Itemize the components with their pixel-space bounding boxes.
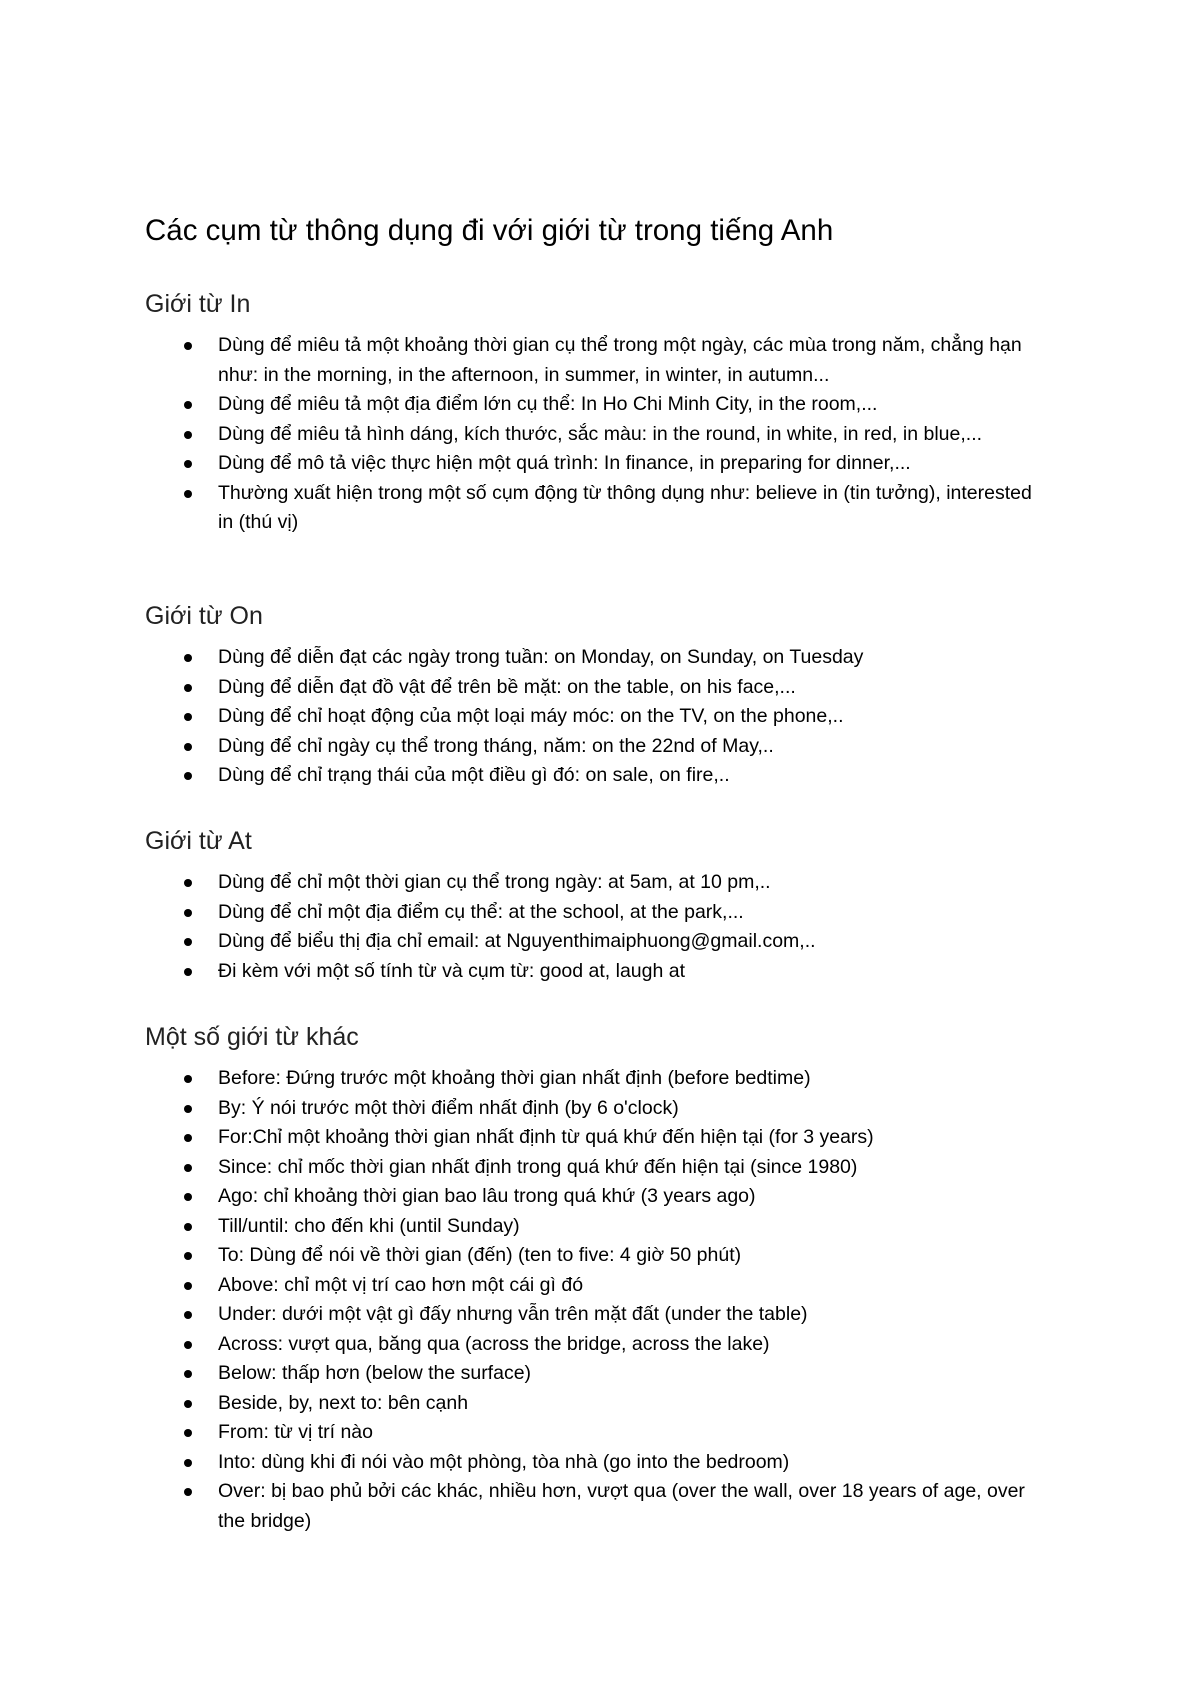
bullet-dot-icon [184, 342, 192, 350]
bullet-list-in [145, 331, 1045, 538]
bullet-dot-icon [184, 401, 192, 409]
list-item-text: Dùng để biểu thị địa chỉ email: at Nguyenthimaiphuong@gmail.com,.. [218, 930, 816, 952]
list-item [145, 1330, 1045, 1360]
list-item-text: Below: thấp hơn (below the surface) [218, 1362, 532, 1384]
list-item [145, 479, 1045, 538]
list-item-text: Till/until: cho đến khi (until Sunday) [218, 1214, 520, 1237]
bullet-dot-icon [184, 654, 192, 662]
list-item-text: Dùng để miêu tả một địa điểm lớn cụ thể: In Ho Chi Minh City, in the room,... [218, 393, 878, 415]
list-item-text: Dùng để chỉ ngày cụ thể trong tháng, năm: on the 22nd of May,.. [218, 734, 774, 757]
list-item [145, 643, 1045, 673]
list-item [145, 702, 1045, 732]
bullet-list-at [145, 868, 1045, 986]
list-item-text: Dùng để chỉ trạng thái của một điều gì đó: on sale, on fire,.. [218, 764, 730, 786]
list-item [145, 1300, 1045, 1330]
list-item-text: Beside, by, next to: bên cạnh [218, 1391, 469, 1414]
list-item-text: Dùng để chỉ một thời gian cụ thể trong ngày: at 5am, at 10 pm,.. [218, 871, 771, 893]
list-item [145, 390, 1045, 420]
bullet-dot-icon [184, 1252, 192, 1260]
bullet-list-on [145, 643, 1045, 791]
list-item-text: Dùng để diễn đạt đồ vật để trên bề mặt: on the table, on his face,... [218, 675, 796, 698]
bullet-dot-icon [184, 1400, 192, 1408]
bullet-dot-icon [184, 938, 192, 946]
bullet-dot-icon [184, 490, 192, 498]
bullet-dot-icon [184, 684, 192, 692]
list-item-text: Across: vượt qua, băng qua (across the bridge, across the lake) [218, 1332, 770, 1355]
list-item [145, 331, 1045, 390]
list-item-text: Under: dưới một vật gì đấy nhưng vẫn trên mặt đất (under the table) [218, 1303, 808, 1325]
list-item [145, 732, 1045, 762]
list-item-text: Ago: chỉ khoảng thời gian bao lâu trong quá khứ (3 years ago) [218, 1185, 756, 1207]
list-item-text: Above: chỉ một vị trí cao hơn một cái gì đó [218, 1273, 584, 1296]
section-heading-in: Giới từ In [145, 290, 251, 318]
bullet-dot-icon [184, 1223, 192, 1231]
list-item [145, 927, 1045, 957]
list-item [145, 1271, 1045, 1301]
list-item [145, 1153, 1045, 1183]
list-item-text: Before: Đứng trước một khoảng thời gian nhất định (before bedtime) [218, 1067, 811, 1089]
list-item [145, 1212, 1045, 1242]
list-item-text: Thường xuất hiện trong một số cụm động từ thông dụng như: believe in (tin tưởng), interested in (thú vị) [218, 481, 1032, 533]
section-heading-on: Giới từ On [145, 602, 263, 630]
bullet-dot-icon [184, 743, 192, 751]
list-item [145, 1123, 1045, 1153]
list-item-text: Dùng để miêu tả hình dáng, kích thước, sắc màu: in the round, in white, in red, in blue,... [218, 422, 983, 445]
list-item-text: Since: chỉ mốc thời gian nhất định trong quá khứ đến hiện tại (since 1980) [218, 1155, 858, 1178]
list-item-text: Đi kèm với một số tính từ và cụm từ: good at, laugh at [218, 959, 686, 982]
list-item-text: From: từ vị trí nào [218, 1421, 374, 1443]
bullet-dot-icon [184, 1429, 192, 1437]
bullet-dot-icon [184, 1193, 192, 1201]
bullet-dot-icon [184, 968, 192, 976]
page-title: Các cụm từ thông dụng đi với giới từ trong tiếng Anh [145, 214, 834, 247]
list-item-text: Dùng để chỉ một địa điểm cụ thể: at the school, at the park,... [218, 900, 744, 923]
list-item [145, 1448, 1045, 1478]
bullet-dot-icon [184, 1105, 192, 1113]
list-item [145, 1064, 1045, 1094]
list-item [145, 673, 1045, 703]
list-item [145, 1477, 1045, 1536]
list-item-text: Into: dùng khi đi nói vào một phòng, tòa nhà (go into the bedroom) [218, 1450, 790, 1473]
list-item [145, 449, 1045, 479]
list-item-text: Dùng để miêu tả một khoảng thời gian cụ thể trong một ngày, các mùa trong năm, chẳng hạn như: in the morning, in the afternoon, in summer, in winter, in autumn... [218, 334, 1022, 386]
section-heading-other: Một số giới từ khác [145, 1023, 359, 1051]
bullet-dot-icon [184, 1459, 192, 1467]
bullet-dot-icon [184, 1282, 192, 1290]
list-item [145, 1418, 1045, 1448]
list-item [145, 1182, 1045, 1212]
bullet-dot-icon [184, 431, 192, 439]
list-item [145, 868, 1045, 898]
list-item-text: Dùng để mô tả việc thực hiện một quá trình: In finance, in preparing for dinner,... [218, 452, 911, 474]
bullet-dot-icon [184, 713, 192, 721]
bullet-dot-icon [184, 1311, 192, 1319]
list-item [145, 420, 1045, 450]
list-item [145, 1094, 1045, 1124]
bullet-dot-icon [184, 1075, 192, 1083]
bullet-dot-icon [184, 909, 192, 917]
list-item-text: By: Ý nói trước một thời điểm nhất định (by 6 o'clock) [218, 1096, 679, 1119]
list-item-text: To: Dùng để nói về thời gian (đến) (ten to five: 4 giờ 50 phút) [218, 1244, 742, 1266]
bullet-dot-icon [184, 1370, 192, 1378]
list-item [145, 1359, 1045, 1389]
section-heading-at: Giới từ At [145, 827, 252, 855]
list-item [145, 957, 1045, 987]
bullet-dot-icon [184, 1488, 192, 1496]
list-item [145, 898, 1045, 928]
bullet-dot-icon [184, 1341, 192, 1349]
list-item [145, 761, 1045, 791]
bullet-dot-icon [184, 460, 192, 468]
bullet-list-other [145, 1064, 1045, 1536]
list-item-text: Dùng để diễn đạt các ngày trong tuần: on Monday, on Sunday, on Tuesday [218, 646, 864, 668]
list-item-text: Dùng để chỉ hoạt động của một loại máy móc: on the TV, on the phone,.. [218, 705, 844, 727]
bullet-dot-icon [184, 1134, 192, 1142]
bullet-dot-icon [184, 879, 192, 887]
list-item-text: Over: bị bao phủ bởi các khác, nhiều hơn, vượt qua (over the wall, over 18 years of age, over the bridge) [218, 1480, 1025, 1532]
bullet-dot-icon [184, 1164, 192, 1172]
list-item [145, 1241, 1045, 1271]
list-item-text: For:Chỉ một khoảng thời gian nhất định từ quá khứ đến hiện tại (for 3 years) [218, 1126, 874, 1148]
list-item [145, 1389, 1045, 1419]
bullet-dot-icon [184, 772, 192, 780]
